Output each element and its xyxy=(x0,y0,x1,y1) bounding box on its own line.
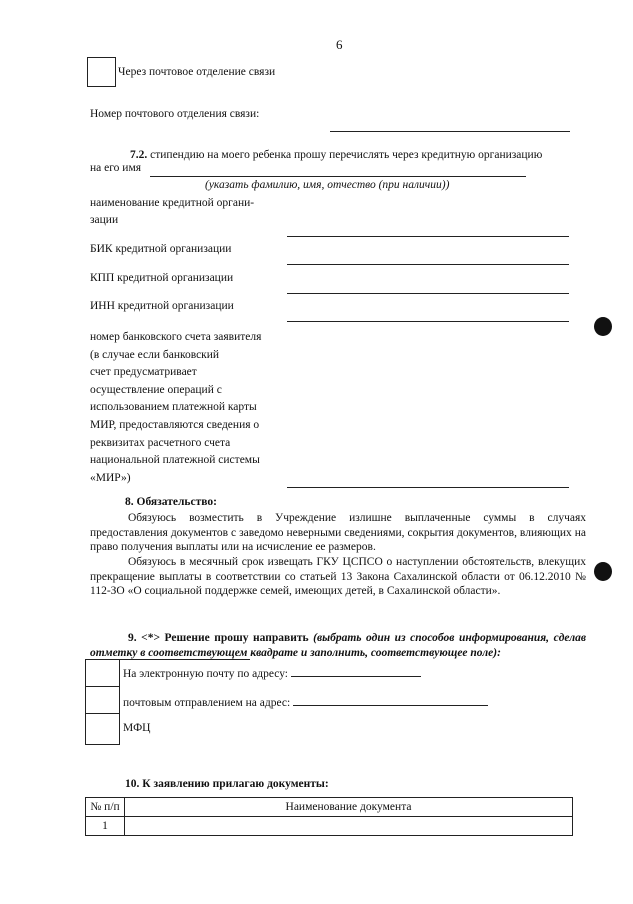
page-number: 6 xyxy=(336,37,343,52)
recipient-name-label: на его имя xyxy=(90,162,142,174)
section-9-title: 9. <*> Решение прошу направить xyxy=(128,632,309,644)
postal-number-field[interactable] xyxy=(330,131,570,132)
kpp-field[interactable] xyxy=(287,293,569,294)
postal-number-label: Номер почтового отделения связи: xyxy=(90,108,260,120)
account-label-line: (в случае если банковский xyxy=(90,348,220,361)
punch-hole-mark xyxy=(594,317,612,336)
account-label-line: использованием платежной карты xyxy=(90,401,257,414)
table-row xyxy=(86,817,573,836)
section-8-title: 8. Обязательство: xyxy=(125,496,217,508)
email-option-label xyxy=(123,665,421,680)
account-label-line: реквизитах расчетного счета xyxy=(90,436,231,449)
bik-field[interactable] xyxy=(287,264,569,265)
email-option-checkbox[interactable] xyxy=(85,659,120,688)
section-9-heading xyxy=(90,631,586,660)
postal-office-checkbox[interactable] xyxy=(87,57,116,87)
mfc-option-checkbox[interactable] xyxy=(85,713,120,745)
email-address-field[interactable] xyxy=(291,665,421,677)
table-header-document-name: Наименование документа xyxy=(125,798,573,817)
account-label-line: счет предусматривает xyxy=(90,366,197,379)
post-option-label xyxy=(123,694,488,709)
email-option-text: На электронную почту по адресу: xyxy=(123,668,288,680)
table-cell-document-name[interactable] xyxy=(125,817,573,836)
section-7-2-intro xyxy=(130,149,542,161)
recipient-name-hint: (указать фамилию, имя, отчество (при наличии)) xyxy=(205,179,450,191)
section-9-hint: (выбрать один из способов информирования, сделав отметку в соответствующем квадрате и заполнить, соответствующее поле): xyxy=(90,632,587,659)
mfc-option-label: МФЦ xyxy=(123,722,151,734)
account-label-line: номер банковского счета заявителя xyxy=(90,331,262,343)
table-header-number: № п/п xyxy=(86,798,125,817)
post-option-checkbox[interactable] xyxy=(85,686,120,715)
inn-field[interactable] xyxy=(287,321,569,322)
account-number-field[interactable] xyxy=(287,487,569,488)
bik-label: БИК кредитной организации xyxy=(90,243,232,255)
postal-office-label: Через почтовое отделение связи xyxy=(118,66,276,78)
bank-name-field[interactable] xyxy=(287,236,569,237)
account-label-line: осуществление операций с xyxy=(90,383,222,396)
obligation-paragraph-2: Обязуюсь в месячный срок извещать ГКУ ЦСПСО о наступлении обстоятельств, влекущих прекращение выплаты в соответствии со статьей 13 Закона Сахалинской области от 06.12.2010 № 112-ЗО «О социальной поддержке семей, имеющих детей, в Сахалинской области». xyxy=(90,556,586,597)
table-cell-number: 1 xyxy=(86,817,125,836)
section-7-2-text: стипендию на моего ребенка прошу перечислять через кредитную организацию xyxy=(147,149,543,161)
account-label-block xyxy=(90,329,290,487)
post-option-text: почтовым отправлением на адрес: xyxy=(123,697,291,709)
obligation-paragraph-1: Обязуюсь возместить в Учреждение излишне выплаченные суммы в случаях предоставления документов с заведомо неверными сведениями, сокрытия документов, влияющих на право получения выплаты или на исчисление ее размеров. xyxy=(90,512,586,553)
bank-name-label-2: зации xyxy=(90,214,119,226)
table-header-row xyxy=(86,798,573,817)
bank-name-label-1: наименование кредитной органи- xyxy=(90,197,255,209)
section-10-title: 10. К заявлению прилагаю документы: xyxy=(125,778,329,790)
kpp-label: КПП кредитной организации xyxy=(90,272,234,284)
account-label-line: МИР, предоставляются сведения о xyxy=(90,418,260,431)
section-7-2-number: 7.2. xyxy=(130,149,148,161)
recipient-name-field[interactable] xyxy=(150,176,526,177)
account-label-line: «МИР») xyxy=(90,471,131,484)
post-address-field[interactable] xyxy=(293,694,488,706)
punch-hole-mark xyxy=(594,562,612,581)
account-label-line: национальной платежной системы xyxy=(90,454,260,467)
inn-label: ИНН кредитной организации xyxy=(90,300,234,312)
documents-table xyxy=(85,797,573,836)
